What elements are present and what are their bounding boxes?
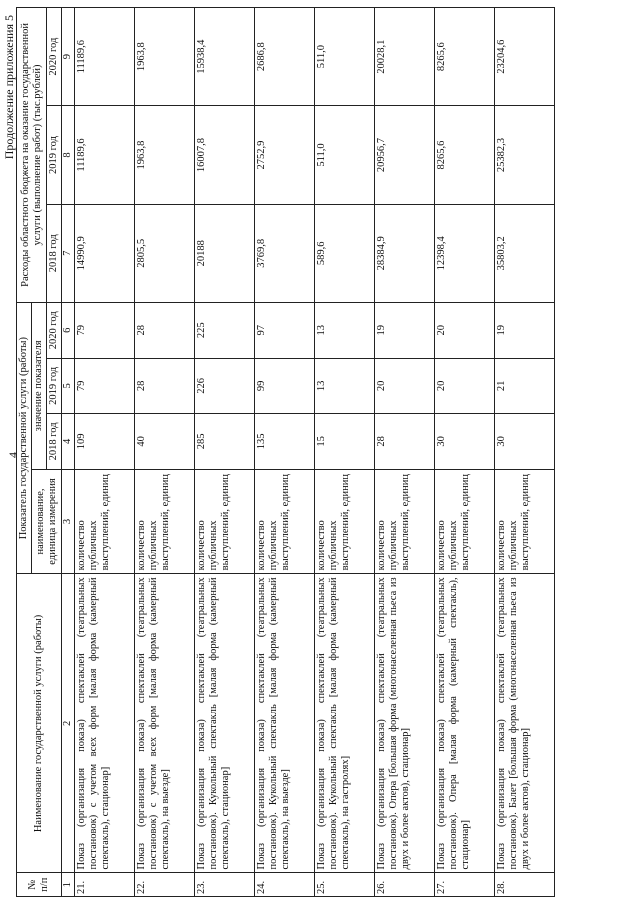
unit-name: количество публичных выступлений, единиц [495,469,555,574]
service-name: Показ (организация показа) спектаклей (театральных постановок) с учетом всех форм [малая форма (камерный спектакль), на выезде] [135,574,195,873]
col-number: 3 [62,469,75,574]
continuation-note: Продолжение приложения 5 [2,15,16,160]
service-name: Показ (организация показа) спектаклей (театральных постановок). Кукольный спектакль [малая форма (камерный спектакль), на гастролях] [315,574,375,873]
row-number: 23. [195,873,255,897]
expense-2019: 16007,8 [195,106,255,204]
col-number: 4 [62,414,75,470]
expense-2018: 2805,5 [135,204,195,302]
expense-2019: 20956,7 [375,106,435,204]
col-number: 5 [62,358,75,414]
value-2019: 226 [195,358,255,414]
service-name: Показ (организация показа) спектаклей (театральных постановок). Опера [большая форма (многонаселенная пьеса из двух и более актов), стационар] [375,574,435,873]
expense-2018: 28384,9 [375,204,435,302]
row-number: 25. [315,873,375,897]
row-number: 26. [375,873,435,897]
expense-2019: 2752,9 [255,106,315,204]
expense-2019: 1963,8 [135,106,195,204]
row-number: 21. [75,873,135,897]
value-2020: 13 [315,302,375,358]
value-2018: 40 [135,414,195,470]
col-number: 8 [62,106,75,204]
service-name: Показ (организация показа) спектаклей (театральных постановок). Балет [большая форма (многонаселенная пьеса из двух и более актов), стационар] [495,574,555,873]
header-expense-year-2020: 2020 год [47,8,62,106]
value-2018: 135 [255,414,315,470]
value-2019: 79 [75,358,135,414]
expense-2020: 511,0 [315,8,375,106]
value-2020: 19 [375,302,435,358]
services-table [16,7,555,897]
service-name: Показ (организация показа) спектаклей (театральных постановок). Кукольный спектакль [малая форма (камерный спектакль), стационар] [195,574,255,873]
table-row [375,8,435,897]
table-row [315,8,375,897]
unit-name: количество публичных выступлений, единиц [75,469,135,574]
value-2018: 28 [375,414,435,470]
col-number: 7 [62,204,75,302]
header-value-group: значение показателя [32,302,47,469]
expense-2018: 35803,2 [495,204,555,302]
value-2019: 13 [315,358,375,414]
row-number: 24. [255,873,315,897]
header-value-year-2019: 2019 год [47,358,62,414]
unit-name: количество публичных выступлений, единиц [255,469,315,574]
row-number: 27. [435,873,495,897]
table-row [255,8,315,897]
header-no: № п/п [17,873,62,897]
expense-2020: 20028,1 [375,8,435,106]
value-2018: 30 [435,414,495,470]
value-2018: 109 [75,414,135,470]
unit-name: количество публичных выступлений, единиц [315,469,375,574]
header-unit-name: наименование, единица измерения [32,469,62,574]
unit-name: количество публичных выступлений, единиц [195,469,255,574]
service-name: Показ (организация показа) спектаклей (театральных постановок). Опера [малая форма (камерный спектакль), стационар] [435,574,495,873]
expense-2020: 2686,8 [255,8,315,106]
table-row [495,8,555,897]
expense-2019: 8265,6 [435,106,495,204]
value-2019: 28 [135,358,195,414]
value-2020: 97 [255,302,315,358]
value-2020: 79 [75,302,135,358]
header-expense-year-2019: 2019 год [47,106,62,204]
value-2018: 285 [195,414,255,470]
value-2020: 28 [135,302,195,358]
row-number: 28. [495,873,555,897]
value-2019: 20 [435,358,495,414]
expense-2018: 589,6 [315,204,375,302]
value-2020: 19 [495,302,555,358]
value-2018: 30 [495,414,555,470]
expense-2020: 8265,6 [435,8,495,106]
value-2019: 20 [375,358,435,414]
expense-2019: 25382,3 [495,106,555,204]
expense-2018: 20188 [195,204,255,302]
table-row [75,8,135,897]
expense-2019: 511,0 [315,106,375,204]
expense-2020: 11189,6 [75,8,135,106]
unit-name: количество публичных выступлений, единиц [135,469,195,574]
expense-2018: 14990,9 [75,204,135,302]
expense-2020: 1963,8 [135,8,195,106]
header-expense-group: Расходы областного бюджета на оказание государственной услуги (выполнение работ) (тыс.рублей) [17,8,47,303]
col-number: 2 [62,574,75,873]
header-value-year-2020: 2020 год [47,302,62,358]
table-row [135,8,195,897]
row-number: 22. [135,873,195,897]
header-expense-year-2018: 2018 год [47,204,62,302]
value-2019: 21 [495,358,555,414]
header-value-year-2018: 2018 год [47,414,62,470]
table-row [195,8,255,897]
header-service-name: Наименование государственной услуги (работы) [17,574,62,873]
col-number: 1 [62,873,75,897]
expense-2020: 15938,4 [195,8,255,106]
expense-2018: 3769,8 [255,204,315,302]
value-2020: 225 [195,302,255,358]
service-name: Показ (организация показа) спектаклей (театральных постановок) с учетом всех форм [малая форма (камерный спектакль), стационар] [75,574,135,873]
service-name: Показ (организация показа) спектаклей (театральных постановок). Кукольный спектакль [малая форма (камерный спектакль), на выезде] [255,574,315,873]
expense-2018: 12398,4 [435,204,495,302]
unit-name: количество публичных выступлений, единиц [375,469,435,574]
unit-name: количество публичных выступлений, единиц [435,469,495,574]
table-row [435,8,495,897]
col-number: 6 [62,302,75,358]
expense-2020: 23204,6 [495,8,555,106]
page-number: 4 [6,452,20,458]
value-2020: 20 [435,302,495,358]
value-2019: 99 [255,358,315,414]
value-2018: 15 [315,414,375,470]
expense-2019: 11189,6 [75,106,135,204]
header-indicator-group: Показатель государственной услуги (работы) [17,302,32,573]
col-number: 9 [62,8,75,106]
